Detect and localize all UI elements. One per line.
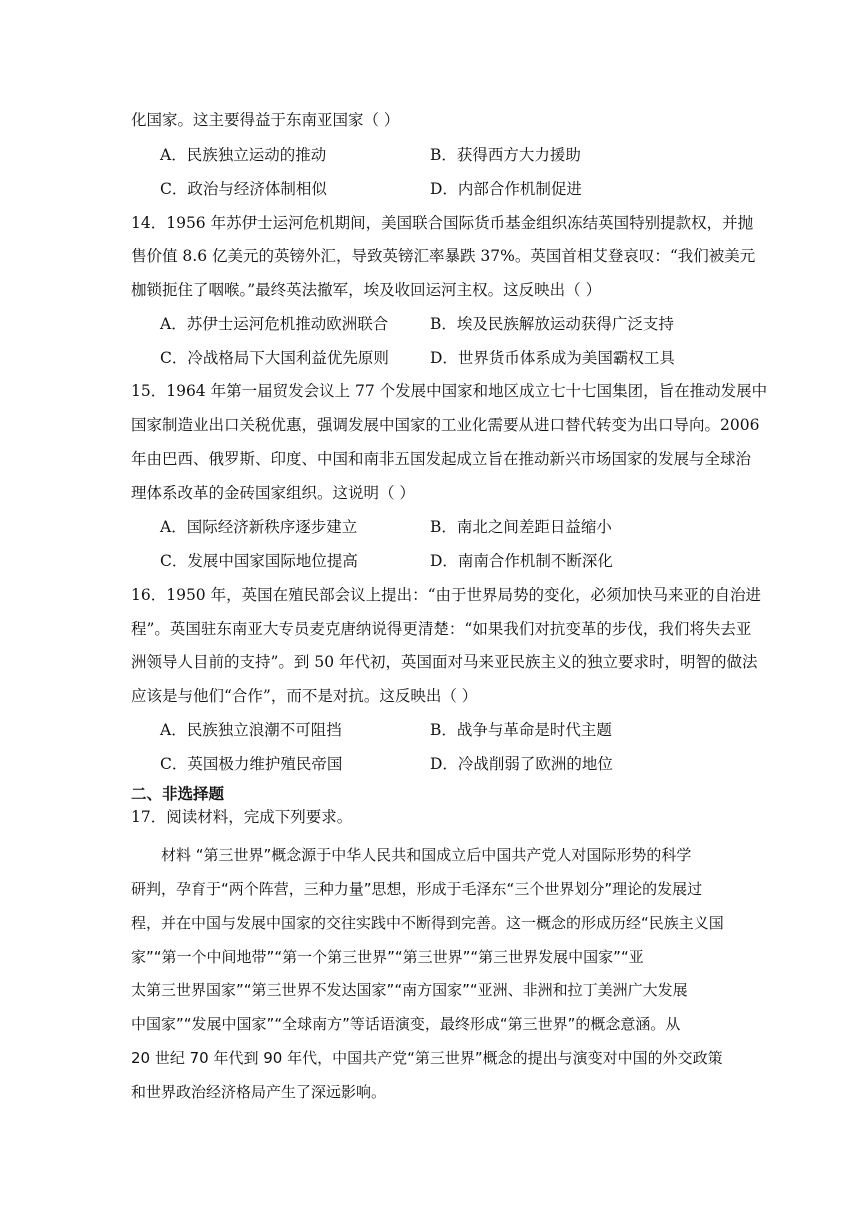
q17-material-line-3: 程，并在中国与发展中国家的交往实践中不断得到完善。这一概念的形成历经“民族主义国	[131, 914, 724, 932]
q17-material-line-1: 材料 “第三世界”概念源于中华人民共和国成立后中国共产党人对国际形势的科学	[131, 846, 692, 864]
q14-option-b: B．埃及民族解放运动获得广泛支持	[430, 315, 674, 333]
q16-option-c: C．英国极力维护殖民帝国	[160, 755, 343, 773]
q15-line-1: 15．1964 年第一届贸发会议上 77 个发展中国家和地区成立七十七国集团，旨在推动发展中	[131, 382, 768, 400]
q15-line-2: 国家制造业出口关税优惠，强调发展中国家的工业化需要从进口替代转变为出口导向。2006	[131, 416, 760, 434]
q15-option-c: C．发展中国家国际地位提高	[160, 552, 358, 570]
q17-material-line-5: 太第三世界国家”“第三世界不发达国家”“南方国家”“亚洲、非洲和拉丁美洲广大发展	[131, 981, 688, 999]
q16-line-3: 洲领导人目前的支持”。到 50 年代初，英国面对马来亚民族主义的独立要求时，明智的做法	[131, 653, 758, 671]
q13-option-a: A．民族独立运动的推动	[160, 146, 327, 164]
q15-line-3: 年由巴西、俄罗斯、印度、中国和南非五国发起成立旨在推动新兴市场国家的发展与全球治	[131, 450, 752, 468]
q17-material-line-2: 研判，孕育于“两个阵营，三种力量”思想，形成于毛泽东“三个世界划分”理论的发展过	[131, 880, 703, 898]
q16-line-1: 16．1950 年，英国在殖民部会议上提出：“由于世界局势的变化，必须加快马来亚的自治进	[131, 586, 762, 604]
q13-stem: 化国家。这主要得益于东南亚国家（ ）	[131, 111, 400, 129]
q16-line-4: 应该是与他们“合作”，而不是对抗。这反映出（ ）	[131, 687, 478, 705]
q14-line-2: 售价值 8.6 亿美元的英镑外汇，导致英镑汇率暴跌 37%。英国首相艾登哀叹：“我们被美元	[131, 247, 756, 265]
q14-option-a: A．苏伊士运河危机推动欧洲联合	[160, 315, 389, 333]
q14-line-1: 14．1956 年苏伊士运河危机期间，美国联合国际货币基金组织冻结英国特别提款权，并抛	[131, 214, 754, 232]
q16-line-2: 程”。英国驻东南亚大专员麦克唐纳说得更清楚：“如果我们对抗变革的步伐，我们将失去亚	[131, 620, 752, 638]
q16-option-a: A．民族独立浪潮不可阻挡	[160, 721, 342, 739]
q15-option-b: B．南北之间差距日益缩小	[430, 518, 612, 536]
q15-option-a: A．国际经济新秩序逐步建立	[160, 518, 358, 536]
q13-option-d: D．内部合作机制促进	[430, 180, 582, 198]
q17-material-line-8: 和世界政治经济格局产生了深远影响。	[131, 1083, 387, 1101]
section-title: 二、非选择题	[131, 785, 225, 803]
q13-option-b: B．获得西方大力援助	[430, 146, 581, 164]
q16-option-d: D．冷战削弱了欧洲的地位	[430, 755, 613, 773]
q17-prompt: 17．阅读材料，完成下列要求。	[131, 808, 353, 826]
q15-option-d: D．南南合作机制不断深化	[430, 552, 613, 570]
q14-option-d: D．世界货币体系成为美国霸权工具	[430, 349, 675, 367]
q15-line-4: 理体系改革的金砖国家组织。这说明（ ）	[131, 484, 415, 502]
q17-material-line-4: 家”“第一个中间地带”“第一个第三世界”“第三世界”“第三世界发展中国家”“亚	[131, 948, 644, 966]
q13-option-c: C．政治与经济体制相似	[160, 180, 327, 198]
q17-material-line-6: 中国家”“发展中国家”“全球南方”等话语演变，最终形成“第三世界”的概念意涵。从	[131, 1015, 681, 1033]
q14-option-c: C．冷战格局下大国利益优先原则	[160, 349, 389, 367]
q16-option-b: B．战争与革命是时代主题	[430, 721, 612, 739]
q14-line-3: 枷锁扼住了咽喉。”最终英法撤军，埃及收回运河主权。这反映出（ ）	[131, 281, 602, 299]
q17-material-line-7: 20 世纪 70 年代到 90 年代，中国共产党“第三世界”概念的提出与演变对中国的外交政策	[131, 1049, 723, 1067]
